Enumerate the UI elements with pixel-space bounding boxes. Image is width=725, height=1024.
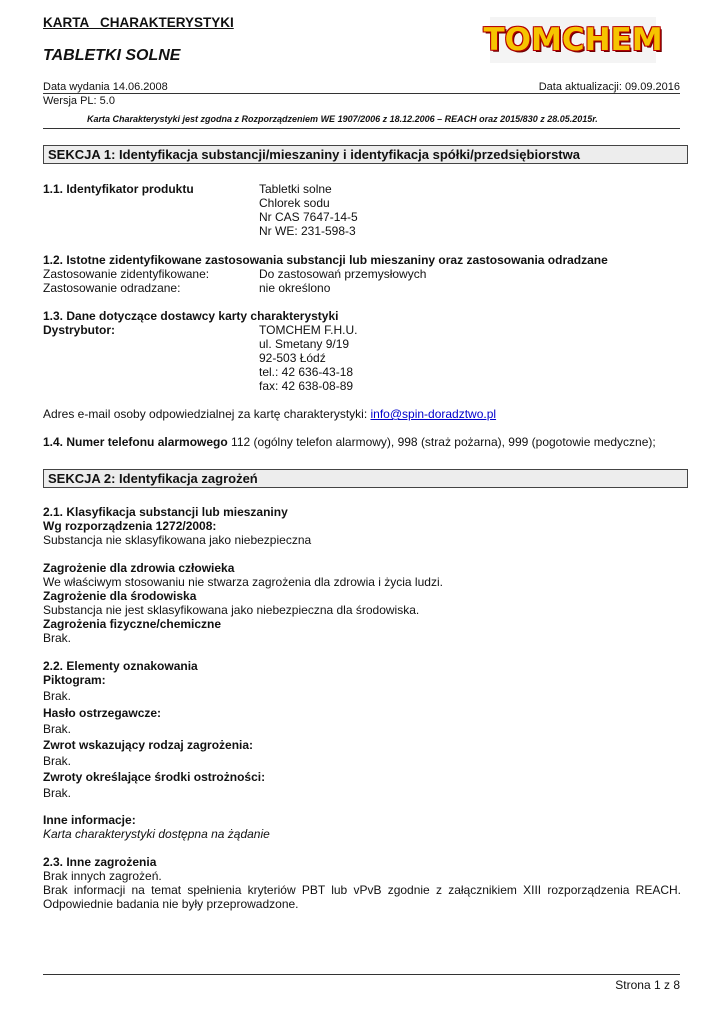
identified-use-value: Do zastosowań przemysłowych (259, 267, 427, 281)
header-divider (43, 93, 680, 94)
signal-word-label: Hasło ostrzegawcze: (43, 706, 162, 720)
section-1-heading: SEKCJA 1: Identyfikacja substancji/mieszaniny i identyfikacja spółki/przedsiębiorstwa (43, 145, 688, 164)
email-label: Adres e-mail osoby odpowiedzialnej za kartę charakterystyki: (43, 407, 371, 421)
hazard-statement-label: Zwrot wskazujący rodzaj zagrożenia: (43, 738, 254, 752)
supplier-heading: 1.3. Dane dotyczące dostawcy karty charakterystyki (43, 309, 339, 323)
product-title: TABLETKI SOLNE (43, 47, 181, 64)
health-hazard-heading: Zagrożenie dla zdrowia człowieka (43, 561, 235, 575)
email-link[interactable]: info@spin-doradztwo.pl (370, 407, 497, 421)
distributor-city: 92-503 Łódź (259, 351, 326, 365)
pictogram-value: Brak. (43, 689, 72, 703)
emergency-label: 1.4. Numer telefonu alarmowego (43, 435, 228, 449)
physical-hazard-heading: Zagrożenia fizyczne/chemiczne (43, 617, 222, 631)
physical-hazard-text: Brak. (43, 631, 72, 645)
page-number: Strona 1 z 8 (615, 978, 680, 992)
product-cas: Nr CAS 7647-14-5 (259, 210, 358, 224)
issue-date: Data wydania 14.06.2008 (43, 81, 168, 93)
email-line (43, 407, 496, 421)
regulation-label: Wg rozporządzenia 1272/2008: (43, 519, 217, 533)
distributor-fax: fax: 42 638-08-89 (259, 379, 354, 393)
precaution-label: Zwroty określające środki ostrożności: (43, 770, 266, 784)
document-type-title: KARTA CHARAKTERYSTYKI (43, 15, 234, 30)
version: Wersja PL: 5.0 (43, 95, 115, 107)
emergency-numbers: 112 (ogólny telefon alarmowy), 998 (straż pożarna), 999 (pogotowie medyczne); (227, 435, 656, 449)
health-hazard-text: We właściwym stosowaniu nie stwarza zagrożenia dla zdrowia i życia ludzi. (43, 575, 443, 589)
distributor-label: Dystrybutor: (43, 323, 116, 337)
pictogram-label: Piktogram: (43, 673, 106, 687)
compliance-note: Karta Charakterystyki jest zgodna z Rozporządzeniem WE 1907/2006 z 18.12.2006 – REACH oraz 2015/830 z 28.05.2015r. (87, 114, 598, 124)
footer-divider (43, 974, 680, 975)
classification-text: Substancja nie sklasyfikowana jako niebezpieczna (43, 533, 312, 547)
pbt-vpvb-paragraph: Brak informacji na temat spełnienia kryteriów PBT lub vPvB zgodnie z załącznikiem XIII rozporządzenia REACH. Odpowiednie badania nie były przeprowadzone. (43, 883, 681, 911)
other-info-label: Inne informacje: (43, 813, 136, 827)
hazard-statement-value: Brak. (43, 754, 72, 768)
other-hazards-heading: 2.3. Inne zagrożenia (43, 855, 157, 869)
header-divider-2 (43, 128, 680, 129)
classification-heading: 2.1. Klasyfikacja substancji lub mieszaniny (43, 505, 288, 519)
environment-hazard-text: Substancja nie jest sklasyfikowana jako niebezpieczna dla środowiska. (43, 603, 420, 617)
company-logo (483, 17, 663, 63)
other-hazards-line: Brak innych zagrożeń. (43, 869, 162, 883)
distributor-street: ul. Smetany 9/19 (259, 337, 350, 351)
distributor-name: TOMCHEM F.H.U. (259, 323, 358, 337)
product-chemical: Chlorek sodu (259, 196, 330, 210)
product-name: Tabletki solne (259, 182, 332, 196)
emergency-line (43, 435, 656, 449)
advised-against-value: nie określono (259, 281, 331, 295)
advised-against-label: Zastosowanie odradzane: (43, 281, 181, 295)
update-date: Data aktualizacji: 09.09.2016 (538, 81, 680, 93)
precaution-value: Brak. (43, 786, 72, 800)
signal-word-value: Brak. (43, 722, 72, 736)
identified-use-label: Zastosowanie zidentyfikowane: (43, 267, 210, 281)
environment-hazard-heading: Zagrożenie dla środowiska (43, 589, 197, 603)
distributor-phone: tel.: 42 636-43-18 (259, 365, 354, 379)
product-identifier-label: 1.1. Identyfikator produktu (43, 182, 194, 196)
logo-text: TOMCHEM (483, 22, 663, 58)
uses-heading: 1.2. Istotne zidentyfikowane zastosowania substancji lub mieszaniny oraz zastosowania odradzane (43, 253, 608, 267)
label-elements-heading: 2.2. Elementy oznakowania (43, 659, 198, 673)
section-2-heading: SEKCJA 2: Identyfikacja zagrożeń (43, 469, 688, 488)
other-info-value: Karta charakterystyki dostępna na żądanie (43, 827, 270, 841)
product-ec: Nr WE: 231-598-3 (259, 224, 356, 238)
